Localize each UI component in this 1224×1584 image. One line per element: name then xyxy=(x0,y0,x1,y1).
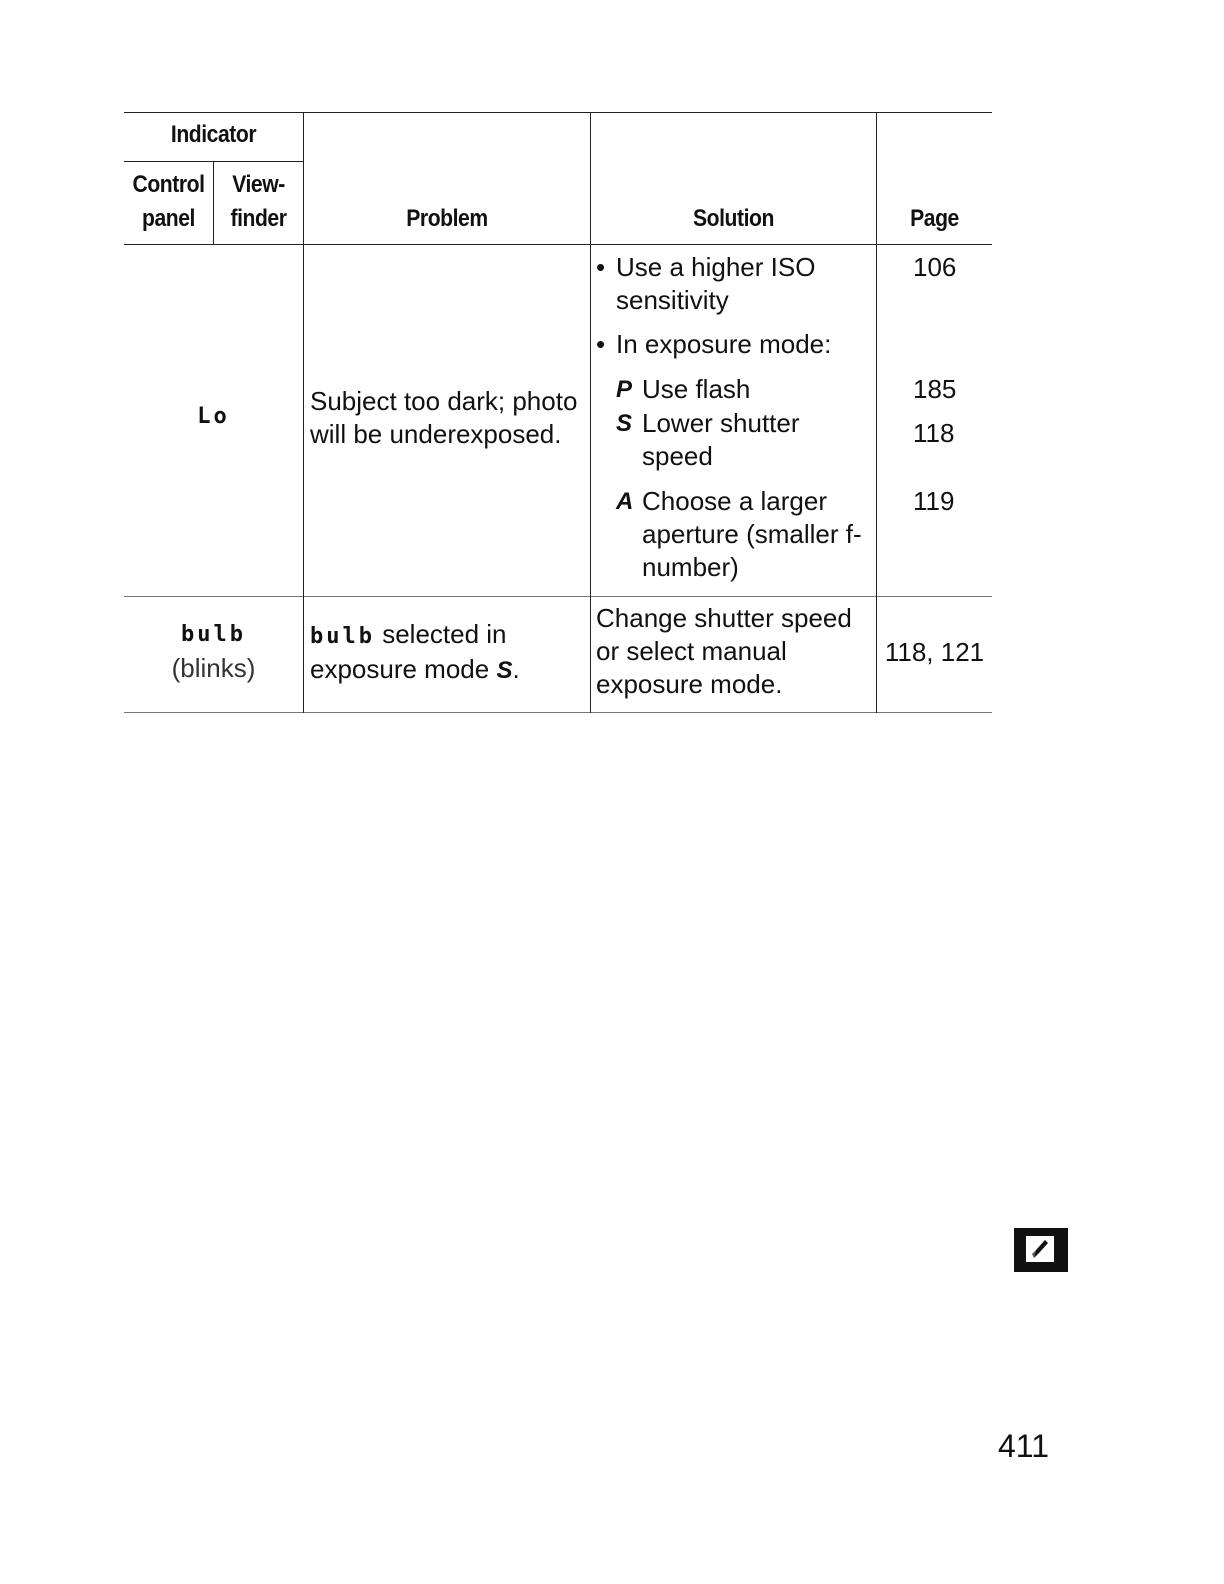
indicator-blinks-note: (blinks) xyxy=(171,653,256,683)
indicator-problem-divider xyxy=(303,112,304,713)
header-problem: Problem xyxy=(406,205,488,232)
header-indicator: Indicator xyxy=(170,121,257,148)
page-118-121: 118, 121 xyxy=(884,637,985,667)
table-bottom-rule xyxy=(124,712,992,713)
header-viewfinder-2: finder xyxy=(230,205,287,232)
control-viewfinder-divider xyxy=(213,161,214,245)
bullet-icon: • xyxy=(596,252,606,282)
solution-iso-text: Use a higher ISO sensitivity xyxy=(616,252,816,315)
problem-bulb-lcd: bulb xyxy=(310,624,375,649)
header-control-panel-1: Control xyxy=(132,171,205,198)
solution-page-divider xyxy=(876,112,877,713)
mode-a-glyph: A xyxy=(616,488,634,515)
page-185: 185 xyxy=(913,374,957,404)
problem-bulb xyxy=(310,618,590,687)
indicator-lo: Lo xyxy=(197,404,230,429)
header-control-panel-2: panel xyxy=(142,205,195,232)
problem-bulb-end: . xyxy=(512,654,520,684)
page-number: 411 xyxy=(998,1428,1050,1464)
page-118: 118 xyxy=(913,418,955,448)
page-106: 106 xyxy=(913,252,957,282)
problem-bulb-text1: selected in xyxy=(382,619,507,649)
mode-s-glyph: S xyxy=(616,410,633,437)
problem-solution-divider xyxy=(590,112,591,713)
pencil-glyph-icon xyxy=(1026,1236,1054,1262)
mode-p-text: Use flash xyxy=(642,374,751,404)
table-top-rule xyxy=(124,112,992,113)
header-solution: Solution xyxy=(693,205,774,232)
solution-mode-a xyxy=(616,485,872,584)
problem-underexposed: Subject too dark; photo will be underexposed. xyxy=(310,386,578,449)
bullet-icon: • xyxy=(596,329,606,359)
mode-a-text: Choose a larger aperture (smaller f-number) xyxy=(642,486,862,582)
problem-bulb-text2: exposure mode xyxy=(310,654,490,684)
solution-mode-p xyxy=(616,373,872,406)
mode-p-glyph: P xyxy=(616,376,633,403)
header-viewfinder-1: View- xyxy=(232,171,285,198)
indicator-table xyxy=(124,112,992,713)
header-bottom-rule xyxy=(124,244,992,245)
indicator-bulb: bulb xyxy=(181,622,246,647)
page-119: 119 xyxy=(913,486,955,516)
problem-bulb-mode: S xyxy=(496,657,513,684)
solution-bulb: Change shutter speed or select manual exposure mode. xyxy=(596,603,852,699)
row-divider xyxy=(124,596,992,597)
troubleshooting-pencil-icon xyxy=(1014,1228,1068,1272)
header-page: Page xyxy=(910,205,959,232)
solution-mode-text: In exposure mode: xyxy=(616,329,832,359)
solution-iso-bullet xyxy=(596,251,872,317)
solution-mode-s xyxy=(616,407,872,473)
solution-mode-bullet xyxy=(596,328,872,361)
mode-s-text: Lower shutter speed xyxy=(642,408,800,471)
